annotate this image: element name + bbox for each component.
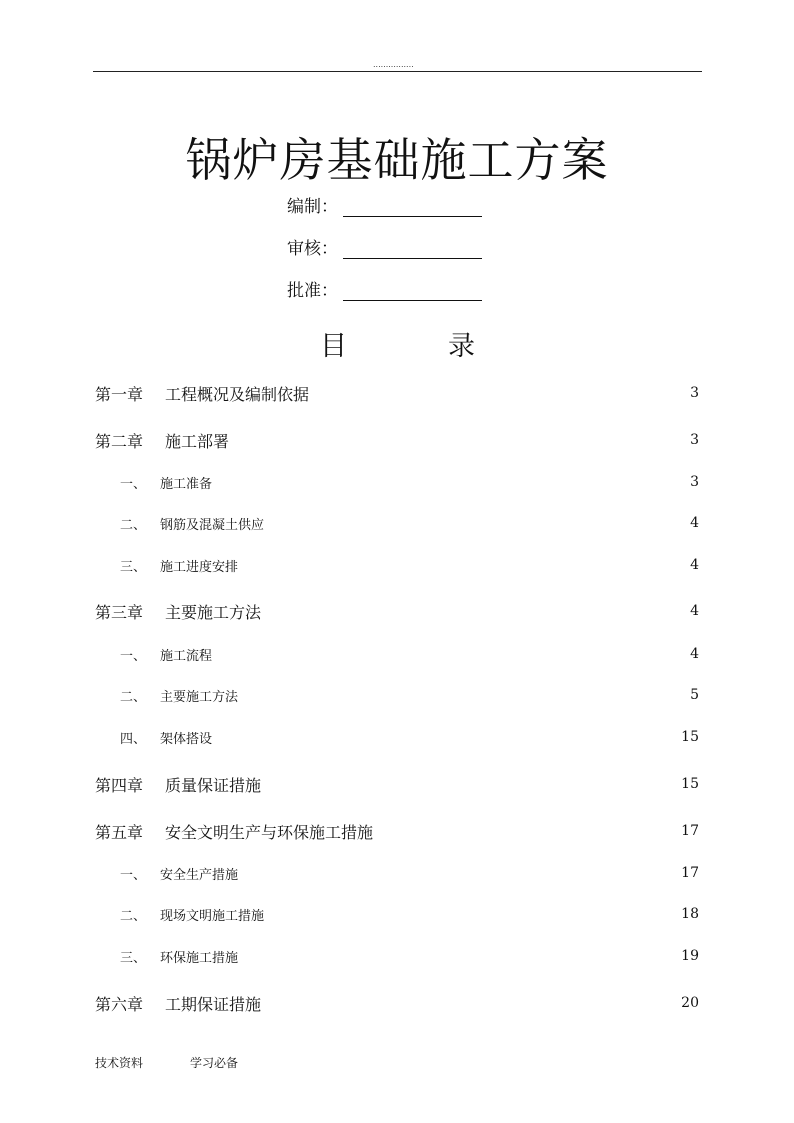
signature-label: 编制： — [287, 197, 338, 217]
toc-entry-page: 4 — [690, 603, 699, 619]
toc-entry-title: 安全生产措施 — [160, 867, 239, 883]
toc-entry-title: 架体搭设 — [160, 731, 213, 747]
toc-entry[interactable] — [95, 726, 699, 748]
toc-entry-number: 二、 — [120, 908, 147, 924]
toc-entry-page: 5 — [690, 687, 699, 703]
toc-entry[interactable] — [95, 429, 699, 451]
toc-entry[interactable] — [95, 862, 699, 884]
signature-line — [343, 242, 482, 259]
toc-entry-page: 17 — [681, 865, 699, 881]
toc-entry-page: 20 — [681, 995, 699, 1011]
toc-entry[interactable] — [95, 992, 699, 1014]
toc-entry-number: 第二章 — [95, 431, 144, 451]
toc-entry[interactable] — [95, 903, 699, 925]
signature-label: 批准： — [287, 281, 338, 301]
toc-entry-page: 15 — [681, 776, 699, 792]
toc-entry-page: 4 — [690, 515, 699, 531]
toc-entry-number: 二、 — [120, 689, 147, 705]
toc-entry-title: 施工流程 — [160, 648, 213, 664]
toc-entry-number: 一、 — [120, 476, 147, 492]
toc-entry-page: 3 — [690, 474, 699, 490]
document-title: 锅炉房基础施工方案 — [185, 133, 609, 187]
header-dots: ................ — [373, 60, 414, 69]
toc-entry-title: 主要施工方法 — [160, 689, 239, 705]
toc-heading — [0, 324, 794, 360]
toc-entry-number: 二、 — [120, 517, 147, 533]
footer-left-text: 技术资料 — [95, 1056, 144, 1070]
toc-entry-number: 第六章 — [95, 994, 144, 1014]
toc-entry-page: 4 — [690, 646, 699, 662]
toc-entry-page: 19 — [681, 948, 699, 964]
toc-entry-title: 主要施工方法 — [165, 602, 262, 622]
signature-row-compile — [287, 193, 482, 217]
signature-line — [343, 284, 482, 301]
toc-entry-number: 第三章 — [95, 602, 144, 622]
toc-entry-title: 施工进度安排 — [160, 559, 239, 575]
toc-entry[interactable] — [95, 512, 699, 534]
signature-line — [343, 200, 482, 217]
toc-heading-left: 目 — [320, 331, 347, 362]
toc-entry-page: 3 — [690, 432, 699, 448]
signature-label: 审核： — [287, 239, 338, 259]
toc-entry[interactable] — [95, 945, 699, 967]
toc-entry[interactable] — [95, 643, 699, 665]
toc-heading-right: 录 — [448, 331, 475, 362]
toc-entry[interactable] — [95, 554, 699, 576]
toc-entry-number: 三、 — [120, 950, 147, 966]
toc-entry-title: 施工部署 — [165, 431, 230, 451]
toc-entry-number: 第四章 — [95, 775, 144, 795]
toc-entry-number: 第五章 — [95, 822, 144, 842]
toc-entry-title: 钢筋及混凝土供应 — [160, 517, 265, 533]
toc-entry-page: 4 — [690, 557, 699, 573]
toc-entry[interactable] — [95, 471, 699, 493]
toc-entry-number: 三、 — [120, 559, 147, 575]
toc-entry-number: 四、 — [120, 731, 147, 747]
toc-entry-title: 现场文明施工措施 — [160, 908, 265, 924]
toc-entry-page: 17 — [681, 823, 699, 839]
toc-entry-page: 15 — [681, 729, 699, 745]
signature-row-review — [287, 235, 482, 259]
toc-entry-title: 施工准备 — [160, 476, 213, 492]
footer-right-text: 学习必备 — [190, 1056, 239, 1070]
toc-entry-title: 质量保证措施 — [165, 775, 262, 795]
page-footer — [95, 1054, 238, 1071]
toc-entry[interactable] — [95, 820, 699, 842]
toc-entry-number: 一、 — [120, 648, 147, 664]
toc-entry[interactable] — [95, 773, 699, 795]
toc-entry-title: 环保施工措施 — [160, 950, 239, 966]
toc-entry[interactable] — [95, 382, 699, 404]
toc-entry-page: 3 — [690, 385, 699, 401]
toc-entry-number: 第一章 — [95, 384, 144, 404]
toc-entry-number: 一、 — [120, 867, 147, 883]
toc-entry-title: 工期保证措施 — [165, 994, 262, 1014]
toc-entry-title: 工程概况及编制依据 — [165, 384, 310, 404]
toc-entry[interactable] — [95, 684, 699, 706]
toc-entry[interactable] — [95, 600, 699, 622]
header-rule — [93, 71, 702, 72]
signature-row-approve — [287, 277, 482, 301]
toc-entry-title: 安全文明生产与环保施工措施 — [165, 822, 374, 842]
toc-entry-page: 18 — [681, 906, 699, 922]
